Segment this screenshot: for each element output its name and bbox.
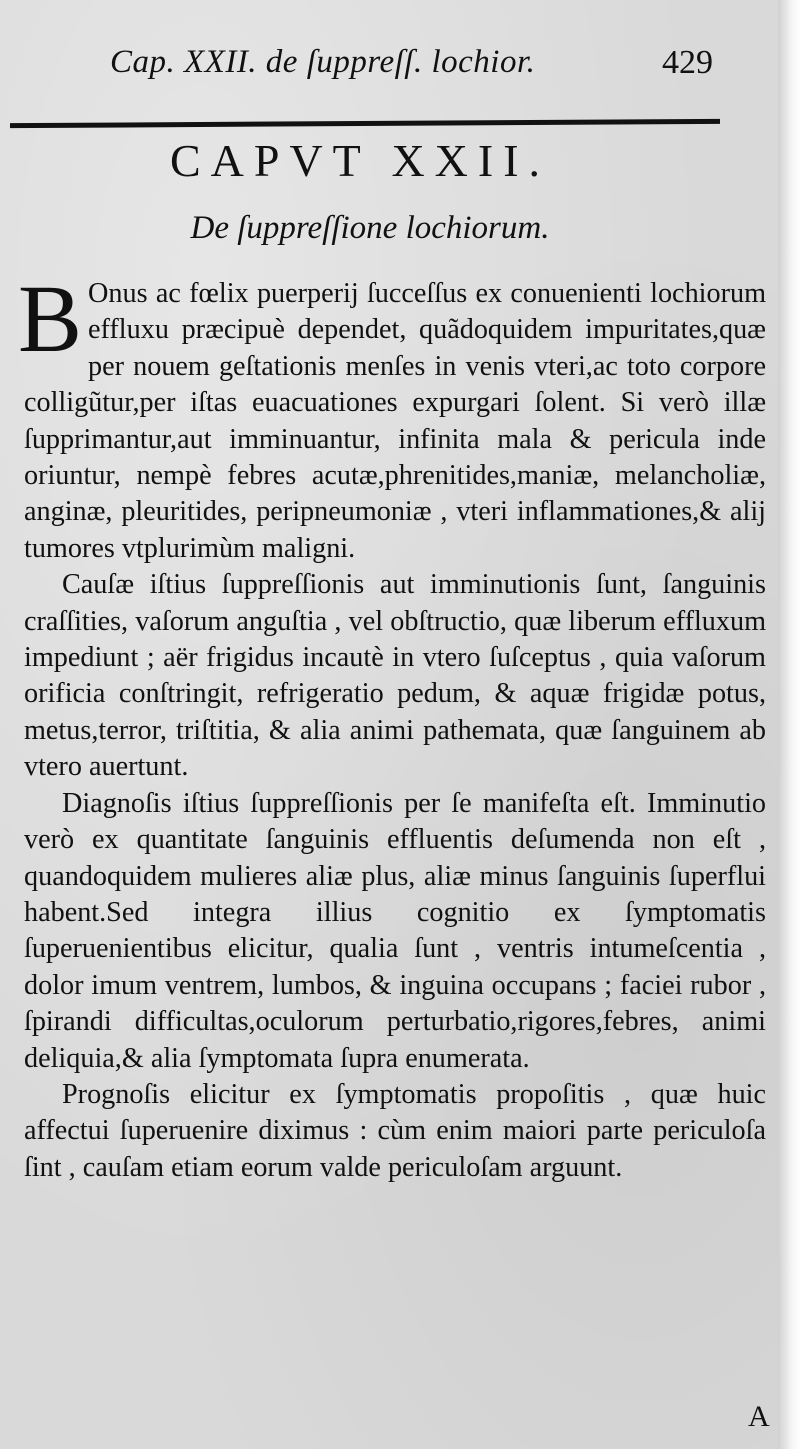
paragraph-4: Prognoſis elicitur ex ſymptomatis propoſitis , quæ huic affectui ſuperuenire diximus : cùm enim maiori parte periculoſa ſint , cauſam etiam eorum valde periculoſam arguunt. xyxy=(24,1078,766,1183)
running-head: Cap. XXII. de ſuppreſſ. lochior. xyxy=(110,44,536,80)
paragraph-1-text: Onus ac fœlix puerperij ſucceſſus ex conuenienti lochiorum effluxu præcipuè dependet, quãdoquidem impuritates,quæ per nouem geſtationis menſes in venis vteri,ac toto corpore colligũtur,per iſtas euacuationes expurgari ſolent. Si verò illæ ſupprimantur,aut imminuantur, infinita mala & pericula inde oriuntur, nempè febres acutæ,phrenitides,maniæ, melancholiæ, anginæ, pleuritides, peripneumoniæ , vteri inflammationes,& alij tumores vtplurimùm maligni. xyxy=(24,278,766,564)
body-text xyxy=(18,265,766,1186)
chapter-title: CAPVT XXII. xyxy=(169,135,551,186)
paragraph-1 xyxy=(18,265,766,567)
drop-cap: B xyxy=(18,265,83,372)
paragraph-3: Diagnoſis iſtius ſuppreſſionis per ſe manifeſta eſt. Imminutio verò ex quantitate ſanguinis effluentis deſumenda non eſt , quandoquidem mulieres aliæ plus, aliæ minus ſanguinis ſuperflui habent.Sed integra illius cognitio ex ſymptomatis ſuperuenientibus elicitur, qualia ſunt , ventris intumeſcentia , dolor imum ventrem, lumbos, & inguina occupans ; faciei rubor , ſpirandi difficultas,oculorum perturbatio,rigores,febres, animi deliquia,& alia ſymptomata ſupra enumerata. xyxy=(24,787,766,1074)
paragraph-2: Cauſæ iſtius ſuppreſſionis aut imminutionis ſunt, ſanguinis craſſities, vaſorum anguſtia , vel obſtructio, quæ liberum effluxum impediunt ; aër frigidus incautè in vtero ſuſceptus , quia vaſorum orificia conſtringit, refrigeratio pedum, & aquæ frigidæ potus, metus,terror, triſtitia, & alia animi pathemata, quæ ſanguinem ab vtero auertunt. xyxy=(24,569,766,783)
catchword: A xyxy=(748,1400,770,1433)
header-rule xyxy=(10,119,720,128)
chapter-subtitle: De ſuppreſſione lochiorum. xyxy=(190,210,550,246)
page-number: 429 xyxy=(662,44,713,81)
page-edge xyxy=(778,0,800,1449)
